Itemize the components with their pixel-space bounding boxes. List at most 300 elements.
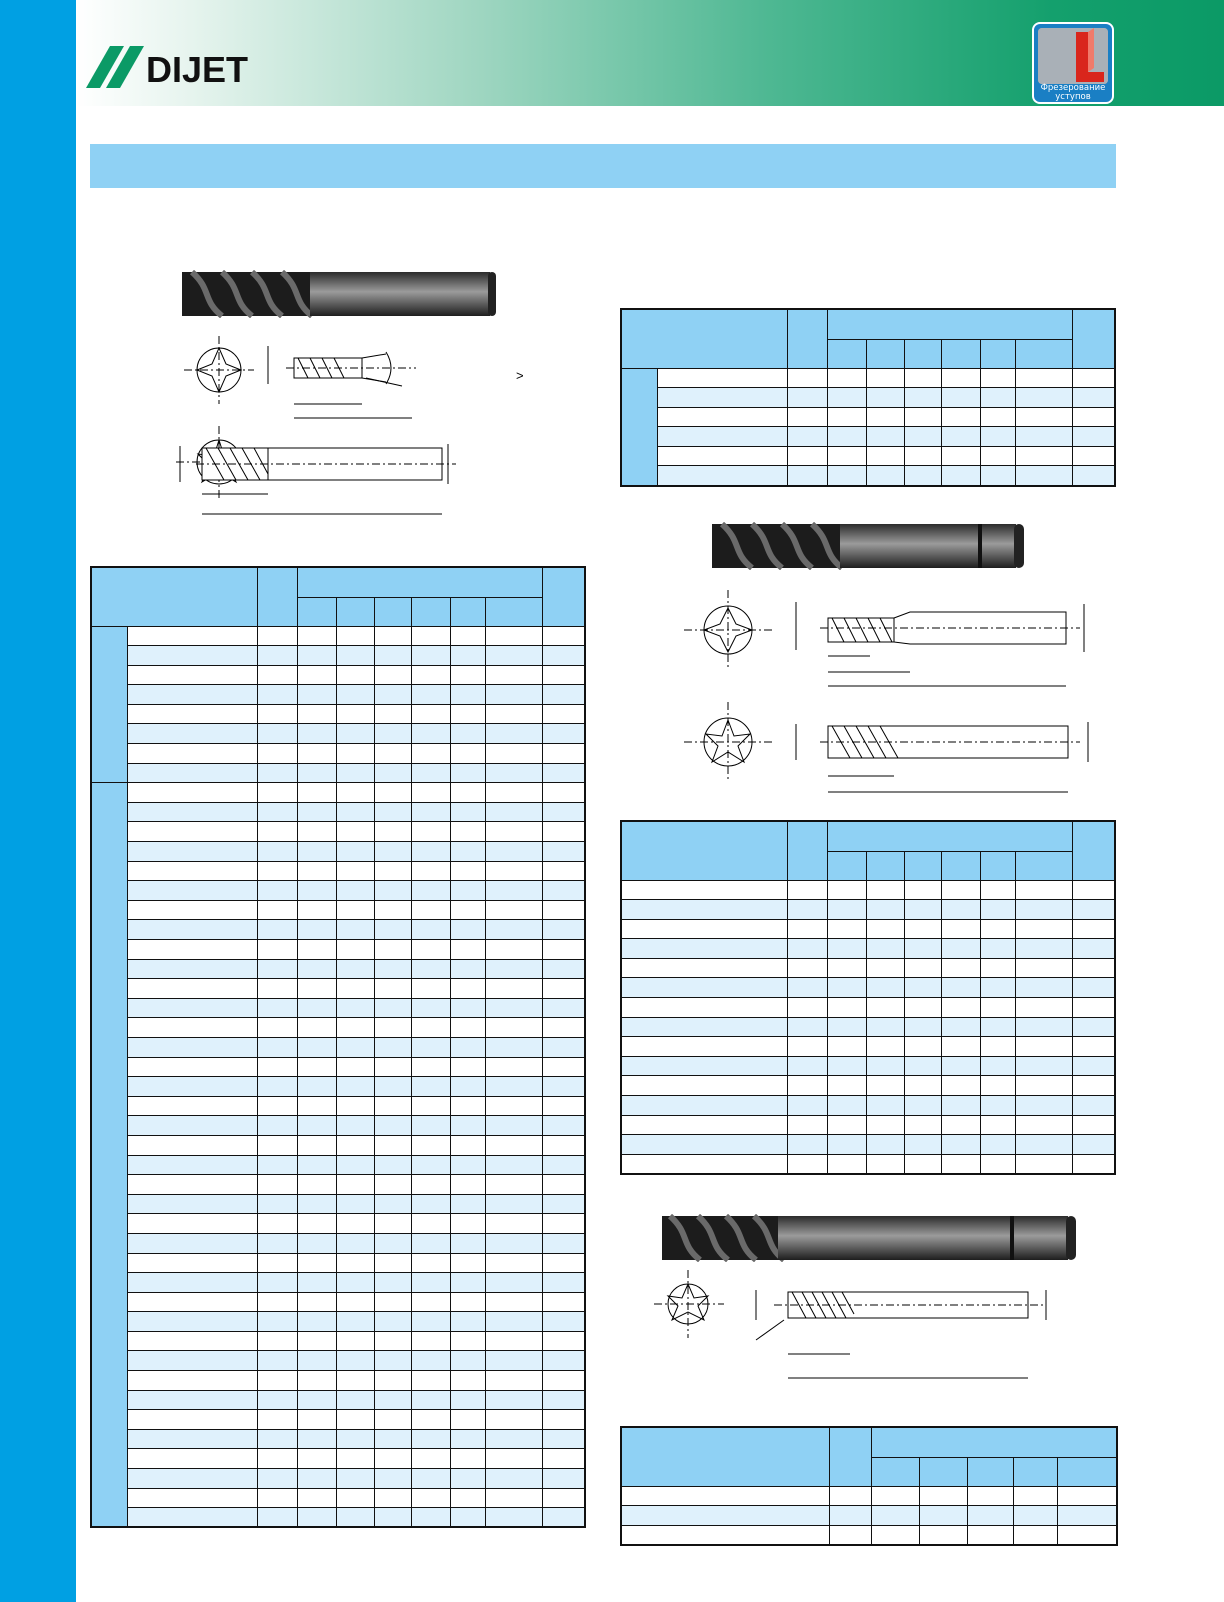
table-row xyxy=(91,1077,585,1097)
table-cell xyxy=(828,939,867,959)
table-cell xyxy=(374,646,411,666)
table-cell xyxy=(337,1371,374,1391)
table-cell xyxy=(485,1233,542,1253)
table-cell xyxy=(337,1037,374,1057)
table-cell xyxy=(485,1312,542,1332)
table-cell xyxy=(1015,466,1072,486)
table-cell xyxy=(980,1037,1015,1057)
table-cell xyxy=(543,1371,585,1391)
table-cell xyxy=(657,368,788,388)
table-cell xyxy=(543,920,585,940)
table-cell xyxy=(298,744,337,764)
table-cell xyxy=(788,466,828,486)
table-row xyxy=(91,1057,585,1077)
table-cell xyxy=(337,1331,374,1351)
table-cell xyxy=(543,998,585,1018)
table-cell xyxy=(485,1331,542,1351)
table-cell xyxy=(298,665,337,685)
table-cell xyxy=(1015,1076,1072,1096)
table-cell xyxy=(788,1017,828,1037)
group-cell xyxy=(91,626,127,783)
table-cell xyxy=(543,1194,585,1214)
table-cell xyxy=(941,900,980,920)
table-cell xyxy=(788,368,828,388)
table-cell xyxy=(374,959,411,979)
table-cell xyxy=(788,407,828,427)
end-mill-photo-1 xyxy=(182,270,498,318)
table-cell xyxy=(485,1273,542,1293)
table-cell xyxy=(828,919,867,939)
table-cell xyxy=(374,1371,411,1391)
table-cell xyxy=(967,1486,1013,1506)
table-cell xyxy=(258,1351,298,1371)
table-cell xyxy=(941,368,980,388)
table-cell xyxy=(258,861,298,881)
table-row xyxy=(91,900,585,920)
table-cell xyxy=(904,368,941,388)
table-cell xyxy=(941,919,980,939)
table-cell xyxy=(450,1371,485,1391)
table-cell xyxy=(543,1155,585,1175)
table-cell xyxy=(298,1371,337,1391)
table-cell xyxy=(788,427,828,447)
table-cell xyxy=(374,1175,411,1195)
table-cell xyxy=(127,763,258,783)
table-cell xyxy=(374,685,411,705)
table-cell xyxy=(1015,939,1072,959)
table-cell xyxy=(1015,446,1072,466)
table-cell xyxy=(298,646,337,666)
table-cell xyxy=(298,920,337,940)
table-cell xyxy=(828,1115,867,1135)
table-cell xyxy=(788,978,828,998)
table-cell xyxy=(485,1292,542,1312)
table-cell xyxy=(1015,998,1072,1018)
table-cell xyxy=(337,998,374,1018)
table-cell xyxy=(411,842,450,862)
table-row xyxy=(91,1214,585,1234)
table-cell xyxy=(543,1292,585,1312)
table-cell xyxy=(450,1292,485,1312)
table-cell xyxy=(621,1506,829,1526)
table-row xyxy=(91,822,585,842)
table-cell xyxy=(411,1469,450,1489)
table-row xyxy=(621,880,1115,900)
table-cell xyxy=(1073,1017,1115,1037)
table-cell xyxy=(543,1135,585,1155)
table-cell xyxy=(450,842,485,862)
table-cell xyxy=(127,1116,258,1136)
table-cell xyxy=(1057,1525,1117,1545)
table-cell xyxy=(337,802,374,822)
table-row xyxy=(621,466,1115,486)
table-cell xyxy=(621,1115,788,1135)
table-cell xyxy=(374,1194,411,1214)
table-row xyxy=(91,802,585,822)
table-cell xyxy=(867,466,904,486)
table-cell xyxy=(127,1194,258,1214)
table-cell xyxy=(485,940,542,960)
table-row xyxy=(621,978,1115,998)
shoulder-milling-icon xyxy=(1038,28,1108,84)
table-cell xyxy=(450,1194,485,1214)
table-cell xyxy=(298,940,337,960)
table-row xyxy=(621,427,1115,447)
table-cell xyxy=(543,1175,585,1195)
table-cell xyxy=(298,822,337,842)
table-row xyxy=(91,763,585,783)
table-cell xyxy=(411,900,450,920)
table-cell xyxy=(904,1135,941,1155)
table-cell xyxy=(621,1135,788,1155)
table-cell xyxy=(298,881,337,901)
table-cell xyxy=(829,1525,871,1545)
table-cell xyxy=(298,1253,337,1273)
table-cell xyxy=(1073,1135,1115,1155)
table-cell xyxy=(941,407,980,427)
table-cell xyxy=(828,466,867,486)
table-cell xyxy=(1015,368,1072,388)
table-cell xyxy=(867,900,904,920)
table-cell xyxy=(298,1292,337,1312)
table-cell xyxy=(867,939,904,959)
table-cell xyxy=(450,1429,485,1449)
table-cell xyxy=(980,388,1015,408)
table-cell xyxy=(298,1508,337,1528)
table-row xyxy=(91,704,585,724)
table-row xyxy=(621,1056,1115,1076)
table-cell xyxy=(904,998,941,1018)
table-cell xyxy=(258,1018,298,1038)
table-cell xyxy=(941,1115,980,1135)
table-cell xyxy=(941,978,980,998)
table-cell xyxy=(127,1037,258,1057)
table-cell xyxy=(374,1057,411,1077)
table-cell xyxy=(258,744,298,764)
table-cell xyxy=(258,1292,298,1312)
table-cell xyxy=(127,1312,258,1332)
table-cell xyxy=(258,1096,298,1116)
dijet-logo xyxy=(86,42,276,92)
table-cell xyxy=(374,704,411,724)
table-row xyxy=(621,998,1115,1018)
table-cell xyxy=(919,1525,967,1545)
table-cell xyxy=(411,1253,450,1273)
table-cell xyxy=(867,1154,904,1174)
spec-table-right-1 xyxy=(620,308,1116,487)
table-cell xyxy=(828,1154,867,1174)
table-row xyxy=(621,939,1115,959)
table-cell xyxy=(621,939,788,959)
table-cell xyxy=(258,1488,298,1508)
table-cell xyxy=(127,1331,258,1351)
table-cell xyxy=(543,1469,585,1489)
table-cell xyxy=(1015,1017,1072,1037)
table-cell xyxy=(543,763,585,783)
table-cell xyxy=(1073,466,1115,486)
table-cell xyxy=(867,368,904,388)
table-cell xyxy=(258,1312,298,1332)
table-cell xyxy=(450,1488,485,1508)
table-cell xyxy=(450,1175,485,1195)
table-cell xyxy=(485,959,542,979)
table-cell xyxy=(1073,1037,1115,1057)
table-cell xyxy=(828,1076,867,1096)
table-cell xyxy=(411,1155,450,1175)
table-cell xyxy=(127,685,258,705)
table-cell xyxy=(411,881,450,901)
table-cell xyxy=(258,998,298,1018)
table-cell xyxy=(450,704,485,724)
table-cell xyxy=(980,368,1015,388)
table-cell xyxy=(621,998,788,1018)
table-cell xyxy=(337,1508,374,1528)
table-cell xyxy=(258,1331,298,1351)
table-cell xyxy=(485,724,542,744)
table-cell xyxy=(374,1292,411,1312)
table-cell xyxy=(411,665,450,685)
table-cell xyxy=(127,940,258,960)
table-cell xyxy=(127,1233,258,1253)
table-cell xyxy=(374,1253,411,1273)
table-cell xyxy=(337,940,374,960)
table-cell xyxy=(298,783,337,803)
table-cell xyxy=(411,724,450,744)
table-cell xyxy=(485,822,542,842)
table-cell xyxy=(485,998,542,1018)
table-cell xyxy=(411,1351,450,1371)
table-cell xyxy=(374,1488,411,1508)
table-row xyxy=(91,1037,585,1057)
table-cell xyxy=(374,1037,411,1057)
table-cell xyxy=(980,466,1015,486)
table-cell xyxy=(127,646,258,666)
table-cell xyxy=(337,665,374,685)
table-cell xyxy=(258,1155,298,1175)
table-cell xyxy=(298,1037,337,1057)
table-cell xyxy=(258,763,298,783)
table-cell xyxy=(904,900,941,920)
table-cell xyxy=(298,1155,337,1175)
table-cell xyxy=(450,959,485,979)
table-cell xyxy=(298,959,337,979)
table-cell xyxy=(980,1115,1015,1135)
table-cell xyxy=(788,1076,828,1096)
table-cell xyxy=(485,1116,542,1136)
table-cell xyxy=(941,958,980,978)
table-cell xyxy=(411,1273,450,1293)
table-cell xyxy=(374,1508,411,1528)
table-cell xyxy=(967,1525,1013,1545)
table-cell xyxy=(485,861,542,881)
table-row xyxy=(91,1488,585,1508)
table-cell xyxy=(904,388,941,408)
table-cell xyxy=(1015,978,1072,998)
table-cell xyxy=(485,900,542,920)
table-cell xyxy=(258,959,298,979)
table-cell xyxy=(450,1037,485,1057)
table-cell xyxy=(374,1331,411,1351)
table-cell xyxy=(337,763,374,783)
table-cell xyxy=(485,1077,542,1097)
table-cell xyxy=(904,1096,941,1116)
table-row xyxy=(621,368,1115,388)
table-row xyxy=(91,1312,585,1332)
table-cell xyxy=(904,1076,941,1096)
table-cell xyxy=(621,880,788,900)
table-cell xyxy=(127,744,258,764)
table-cell xyxy=(543,1273,585,1293)
table-cell xyxy=(374,1449,411,1469)
table-row xyxy=(91,1175,585,1195)
table-cell xyxy=(788,1096,828,1116)
tool-drawing-1 xyxy=(176,336,596,536)
table-cell xyxy=(298,842,337,862)
table-cell xyxy=(411,1449,450,1469)
table-cell xyxy=(941,1017,980,1037)
table-cell xyxy=(337,1077,374,1097)
table-row xyxy=(621,1017,1115,1037)
table-cell xyxy=(258,646,298,666)
table-row xyxy=(91,1390,585,1410)
table-cell xyxy=(1073,446,1115,466)
table-cell xyxy=(411,646,450,666)
table-cell xyxy=(411,802,450,822)
table-cell xyxy=(127,959,258,979)
table-cell xyxy=(127,998,258,1018)
table-cell xyxy=(657,446,788,466)
table-cell xyxy=(337,1018,374,1038)
table-cell xyxy=(621,1037,788,1057)
spec-table-left xyxy=(90,566,586,1528)
table-cell xyxy=(485,1253,542,1273)
table-cell xyxy=(258,1116,298,1136)
table-cell xyxy=(788,919,828,939)
table-row xyxy=(91,881,585,901)
table-cell xyxy=(258,626,298,646)
table-cell xyxy=(411,1429,450,1449)
table-cell xyxy=(543,685,585,705)
table-cell xyxy=(543,822,585,842)
table-cell xyxy=(411,1077,450,1097)
table-cell xyxy=(485,842,542,862)
table-cell xyxy=(450,783,485,803)
table-cell xyxy=(127,1175,258,1195)
table-cell xyxy=(127,626,258,646)
table-cell xyxy=(867,1135,904,1155)
table-cell xyxy=(450,744,485,764)
table-cell xyxy=(904,1115,941,1135)
table-cell xyxy=(941,1135,980,1155)
table-cell xyxy=(258,1273,298,1293)
right-3-table-body xyxy=(621,1486,1117,1545)
table-cell xyxy=(374,822,411,842)
table-row xyxy=(91,626,585,646)
table-cell xyxy=(543,1233,585,1253)
table-cell xyxy=(485,1214,542,1234)
table-cell xyxy=(828,1135,867,1155)
table-cell xyxy=(543,1312,585,1332)
table-cell xyxy=(127,1449,258,1469)
table-cell xyxy=(374,1214,411,1234)
table-cell xyxy=(374,1469,411,1489)
table-cell xyxy=(450,998,485,1018)
table-row xyxy=(621,407,1115,427)
table-cell xyxy=(258,724,298,744)
table-cell xyxy=(485,1096,542,1116)
table-cell xyxy=(485,1175,542,1195)
table-cell xyxy=(127,1429,258,1449)
table-cell xyxy=(657,427,788,447)
table-cell xyxy=(867,978,904,998)
table-cell xyxy=(258,881,298,901)
table-cell xyxy=(1013,1525,1057,1545)
table-cell xyxy=(450,763,485,783)
table-cell xyxy=(919,1506,967,1526)
table-cell xyxy=(298,861,337,881)
table-cell xyxy=(337,1469,374,1489)
table-cell xyxy=(867,1017,904,1037)
table-cell xyxy=(829,1486,871,1506)
table-cell xyxy=(258,1057,298,1077)
table-cell xyxy=(485,646,542,666)
table-cell xyxy=(485,881,542,901)
table-cell xyxy=(621,978,788,998)
table-cell xyxy=(374,940,411,960)
table-cell xyxy=(904,1154,941,1174)
table-cell xyxy=(127,1390,258,1410)
table-cell xyxy=(411,940,450,960)
table-cell xyxy=(450,979,485,999)
table-cell xyxy=(980,939,1015,959)
table-row xyxy=(621,1525,1117,1545)
table-cell xyxy=(867,1115,904,1135)
section-title-bar xyxy=(90,144,1116,188)
table-cell xyxy=(411,920,450,940)
table-cell xyxy=(621,1525,829,1545)
table-cell xyxy=(411,685,450,705)
table-cell xyxy=(450,1449,485,1469)
table-cell xyxy=(411,1175,450,1195)
table-cell xyxy=(543,959,585,979)
table-cell xyxy=(127,979,258,999)
table-row xyxy=(91,1469,585,1489)
table-cell xyxy=(337,783,374,803)
table-cell xyxy=(298,1135,337,1155)
table-cell xyxy=(867,1037,904,1057)
badge-label-line2: уступов xyxy=(1055,92,1091,102)
table-cell xyxy=(485,1351,542,1371)
table-cell xyxy=(298,1390,337,1410)
table-cell xyxy=(980,1154,1015,1174)
table-cell xyxy=(374,1390,411,1410)
table-cell xyxy=(298,1116,337,1136)
table-cell xyxy=(411,704,450,724)
table-cell xyxy=(1013,1486,1057,1506)
table-cell xyxy=(485,920,542,940)
table-cell xyxy=(337,920,374,940)
table-cell xyxy=(941,388,980,408)
table-cell xyxy=(828,900,867,920)
table-cell xyxy=(411,1057,450,1077)
table-cell xyxy=(337,1096,374,1116)
table-cell xyxy=(374,1116,411,1136)
table-cell xyxy=(258,920,298,940)
table-cell xyxy=(1073,939,1115,959)
table-cell xyxy=(337,626,374,646)
table-cell xyxy=(411,1292,450,1312)
table-cell xyxy=(485,1155,542,1175)
